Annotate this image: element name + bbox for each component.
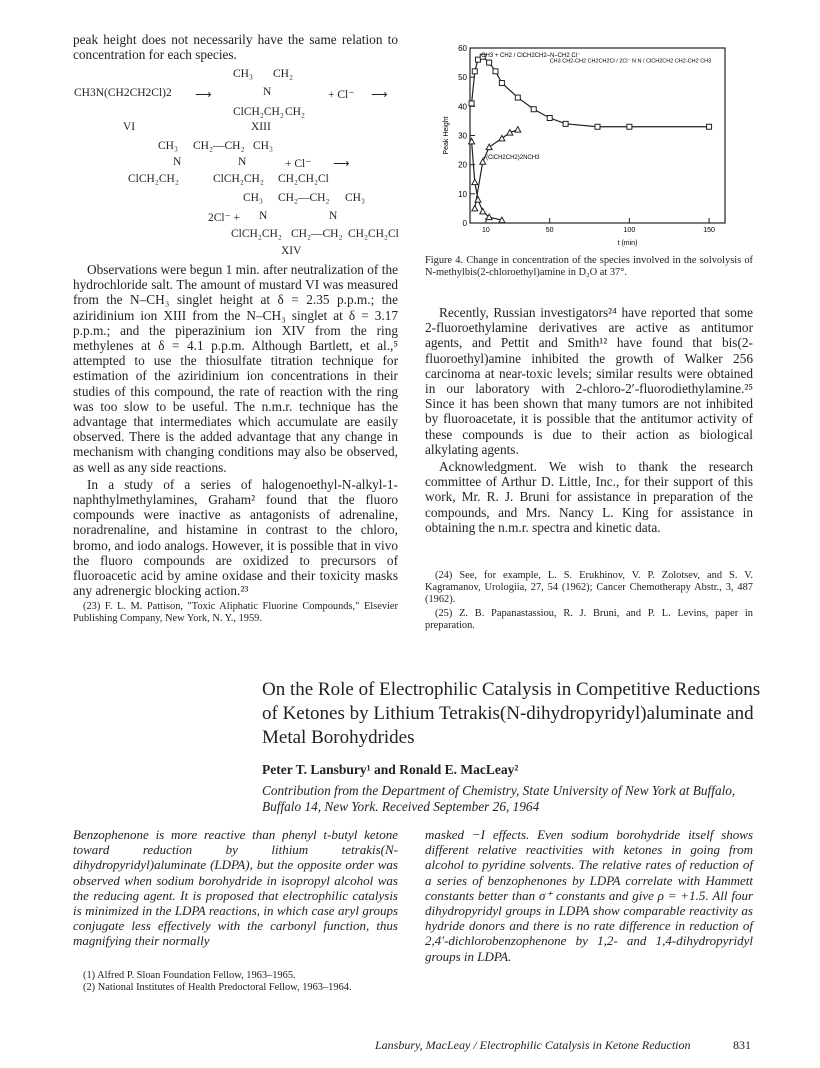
data-point-aziridinium bbox=[595, 124, 600, 129]
data-point-aziridinium bbox=[472, 69, 477, 74]
footnotes-1-2 bbox=[73, 970, 398, 994]
abstract-left: Benzophenone is more reactive than phenyl t-butyl ketone toward reduction by lithium tetrakis(N-dihydropyridyl)aluminate (LDPA), but the opposite order was observed when sodium borohydride in isopropyl alcohol was the reducing agent. It is proposed that electrophilic catalysis is minimized in the LDPA reactions, in which case aryl groups conjugate less effectively with the carbonyl function, thus magnifying their normally bbox=[73, 827, 398, 949]
page-number: 831 bbox=[733, 1038, 751, 1052]
footnotes-24-25 bbox=[425, 570, 753, 634]
data-point-aziridinium bbox=[563, 121, 568, 126]
series-line-piperazinium bbox=[475, 130, 518, 209]
reaction-scheme: CH3N(CH2CH2Cl)2 ⟶ CH₃ CH₂ N ClCH₂CH₂ CH₂ + Cl⁻ ⟶ VI XIII CH₃ CH₂—CH₂ CH₃ N N + Cl⁻ ⟶ ClCH₂CH₂ ClCH₂CH₂ CH₂CH₂Cl CH₃ CH₂—CH₂ CH₃ 2Cl⁻ + N N ClCH₂CH₂ CH₂—CH₂ CH₂CH₂Cl XIV bbox=[74, 68, 399, 257]
y-tick-label: 0 bbox=[462, 219, 467, 228]
footnote-1: (1) Alfred P. Sloan Foundation Fellow, 1963–1965. bbox=[83, 970, 296, 981]
y-tick-label: 20 bbox=[458, 160, 467, 170]
x-axis-label: t (min) bbox=[617, 240, 638, 247]
series-line-aziridinium bbox=[472, 57, 709, 127]
data-point-piperazinium bbox=[472, 205, 478, 211]
data-point-aziridinium bbox=[515, 95, 520, 100]
y-tick-label: 40 bbox=[458, 102, 467, 112]
left-paragraph-2: In a study of a series of halogenoethyl-N-alkyl-1-naphthylmethylamines, Graham² found that the fluoro compounds were inactive as antagonists of adrenaline, noradrenaline, and histamine in contrast to the chloro, bromo, and iodo analogs. However, it is possible that in vivo the fluoro compounds are oxidized to precursors of fluoroacetic acid by amine oxidase and their toxicity masks any adrenergic blocking action.²³ bbox=[73, 476, 398, 599]
y-tick-label: 50 bbox=[458, 73, 467, 83]
figure-caption: Figure 4. Change in concentration of the species involved in the solvolysis of N-methylbis(2-chloroethyl)amine in D₂O at 37°. bbox=[425, 255, 753, 278]
left-intro: peak height does not necessarily have the same relation to concentration for each species. bbox=[73, 32, 398, 63]
data-point-aziridinium bbox=[707, 124, 712, 129]
data-point-aziridinium bbox=[499, 81, 504, 86]
x-tick-label: 50 bbox=[545, 227, 554, 234]
x-tick-label: 150 bbox=[703, 227, 715, 234]
footnote-2: (2) National Institutes of Health Predoctoral Fellow, 1963–1964. bbox=[83, 982, 352, 993]
data-point-aziridinium bbox=[487, 60, 492, 65]
data-point-mustard bbox=[472, 179, 478, 185]
y-tick-label: 60 bbox=[458, 44, 467, 53]
x-tick-label: 100 bbox=[623, 227, 636, 234]
data-point-aziridinium bbox=[475, 57, 480, 62]
data-point-piperazinium bbox=[515, 127, 521, 132]
running-footer: Lansbury, MacLeay / Electrophilic Catalysis in Ketone Reduction bbox=[375, 1038, 691, 1052]
y-axis-label: Peak Height bbox=[443, 116, 450, 155]
arrow: ⟶ bbox=[195, 89, 212, 101]
right-body bbox=[425, 305, 753, 535]
footnote-23: (23) F. L. M. Pattison, "Toxic Aliphatic Fluorine Compounds," Elsevier Publishing Company, New York, N. Y., 1959. bbox=[73, 601, 398, 624]
label-vi: VI bbox=[123, 121, 136, 133]
data-point-mustard bbox=[480, 208, 486, 214]
y-tick-label: 10 bbox=[458, 189, 467, 199]
y-tick-label: 30 bbox=[458, 131, 467, 141]
data-point-aziridinium bbox=[627, 124, 632, 129]
label-mustard: –(ClCH2CH2)2NCH3 bbox=[482, 154, 540, 161]
abstract-right: masked −I effects. Even sodium borohydride itself shows different relative reactivities with ketones in going from alcohol to pyridine solvents. The relative rates of reduction of a series of benzophenones by LDPA correlate with Hammett constants better than σ⁺ constants and give ρ = +1.5. All four dihydropyridyl groups in LDPA show comparable reactivity as hydride donors and there is no rate difference in reduction of 2,4′-dichlorobenzophenone by 1,2- and 1,4-dihydropyridyl groups in LDPA. bbox=[425, 827, 753, 964]
data-point-aziridinium bbox=[493, 69, 498, 74]
data-point-aziridinium bbox=[547, 116, 552, 121]
acknowledgment: Acknowledgment. We wish to thank the research committee of Arthur D. Little, Inc., for their support of this work, Mr. R. J. Bruni for assistance in preparation of the compounds, and Mrs. Nancy L. King for assistance in obtaining the n.m.r. spectra and kinetic data. bbox=[425, 459, 753, 535]
article-affiliation: Contribution from the Department of Chemistry, State University of New York at Buffalo, Buffalo 14, New York. Received September 26, 1964 bbox=[262, 783, 736, 814]
label-piperazinium: CH3 CH2-CH2 CH2CH2Cl / 2Cl⁻ N N / ClCH2CH2 CH2-CH2 CH3 bbox=[549, 58, 712, 65]
article-authors: Peter T. Lansbury¹ and Ronald E. MacLeay² bbox=[262, 762, 519, 777]
label-xiii: XIII bbox=[251, 121, 271, 133]
footnote-24: (24) See, for example, L. S. Erukhinov, V. P. Zolotsev, and S. V. Kagramanov, Urologiia, 27, 54 (1962); Cancer Chemotherapy Abstr., 3, 487 (1962). bbox=[425, 570, 753, 605]
footnote-25: (25) Z. B. Papanastassiou, R. J. Bruni, and P. L. Levins, paper in preparation. bbox=[425, 608, 753, 631]
right-paragraph-1: Recently, Russian investigators²⁴ have reported that some 2-fluoroethylamine derivatives are active as antitumor agents, and Pettit and Smith¹² have found that bis(2-fluoroethyl)amine inhibited the growth of Walker 256 carcinoma at near-toxic levels; similar results were obtained in our laboratory with 2-chloro-2′-fluorodiethylamine.²⁵ Since it has been shown that many tumors are not inhibited by fluoroacetate, it is possible that the antitumor activity of these compounds is due to their action as biological alkylating agents. bbox=[425, 305, 753, 457]
left-body bbox=[73, 262, 398, 598]
x-tick-label: 10 bbox=[482, 227, 490, 234]
formula-vi: CH3N(CH2CH2Cl)2 bbox=[74, 87, 172, 99]
data-point-piperazinium bbox=[486, 144, 492, 150]
data-point-aziridinium bbox=[469, 101, 474, 106]
article-title: On the Role of Electrophilic Catalysis in Competitive Reductions of Ketones by Lithium Tetrakis(N-dihydropyridyl)aluminate and Metal Borohydrides bbox=[262, 679, 761, 748]
label-xiv: XIV bbox=[281, 245, 302, 257]
figure-4-chart bbox=[430, 40, 755, 255]
data-point-aziridinium bbox=[531, 107, 536, 112]
label-aziridinium: CH3 + CH2 / ClCH2CH2–N–CH2 Cl⁻ bbox=[481, 52, 581, 59]
left-paragraph-1: Observations were begun 1 min. after neutralization of the hydrochloride salt. The amount of mustard VI was measured from the N–CH₃ singlet height at δ = 2.35 p.p.m.; the aziridinium ion XIII from the N–CH₃ singlet at δ = 3.17 p.p.m.; and the piperazinium ion XIV from the ring methylenes at δ = 4.1 p.p.m. Although Bartlett, et al.,⁵ attempted to use the thiosulfate titration technique for estimation of the aziridinium ion concentrations in their studies of this compound, the rate of reaction with the ring was too slow to be useful. The n.m.r. technique has the advantage that intermediates which accumulate are easily observed. There is the added advantage that any change in mechanism with changing conditions may also be observed, as well as any side reactions. bbox=[73, 262, 398, 475]
